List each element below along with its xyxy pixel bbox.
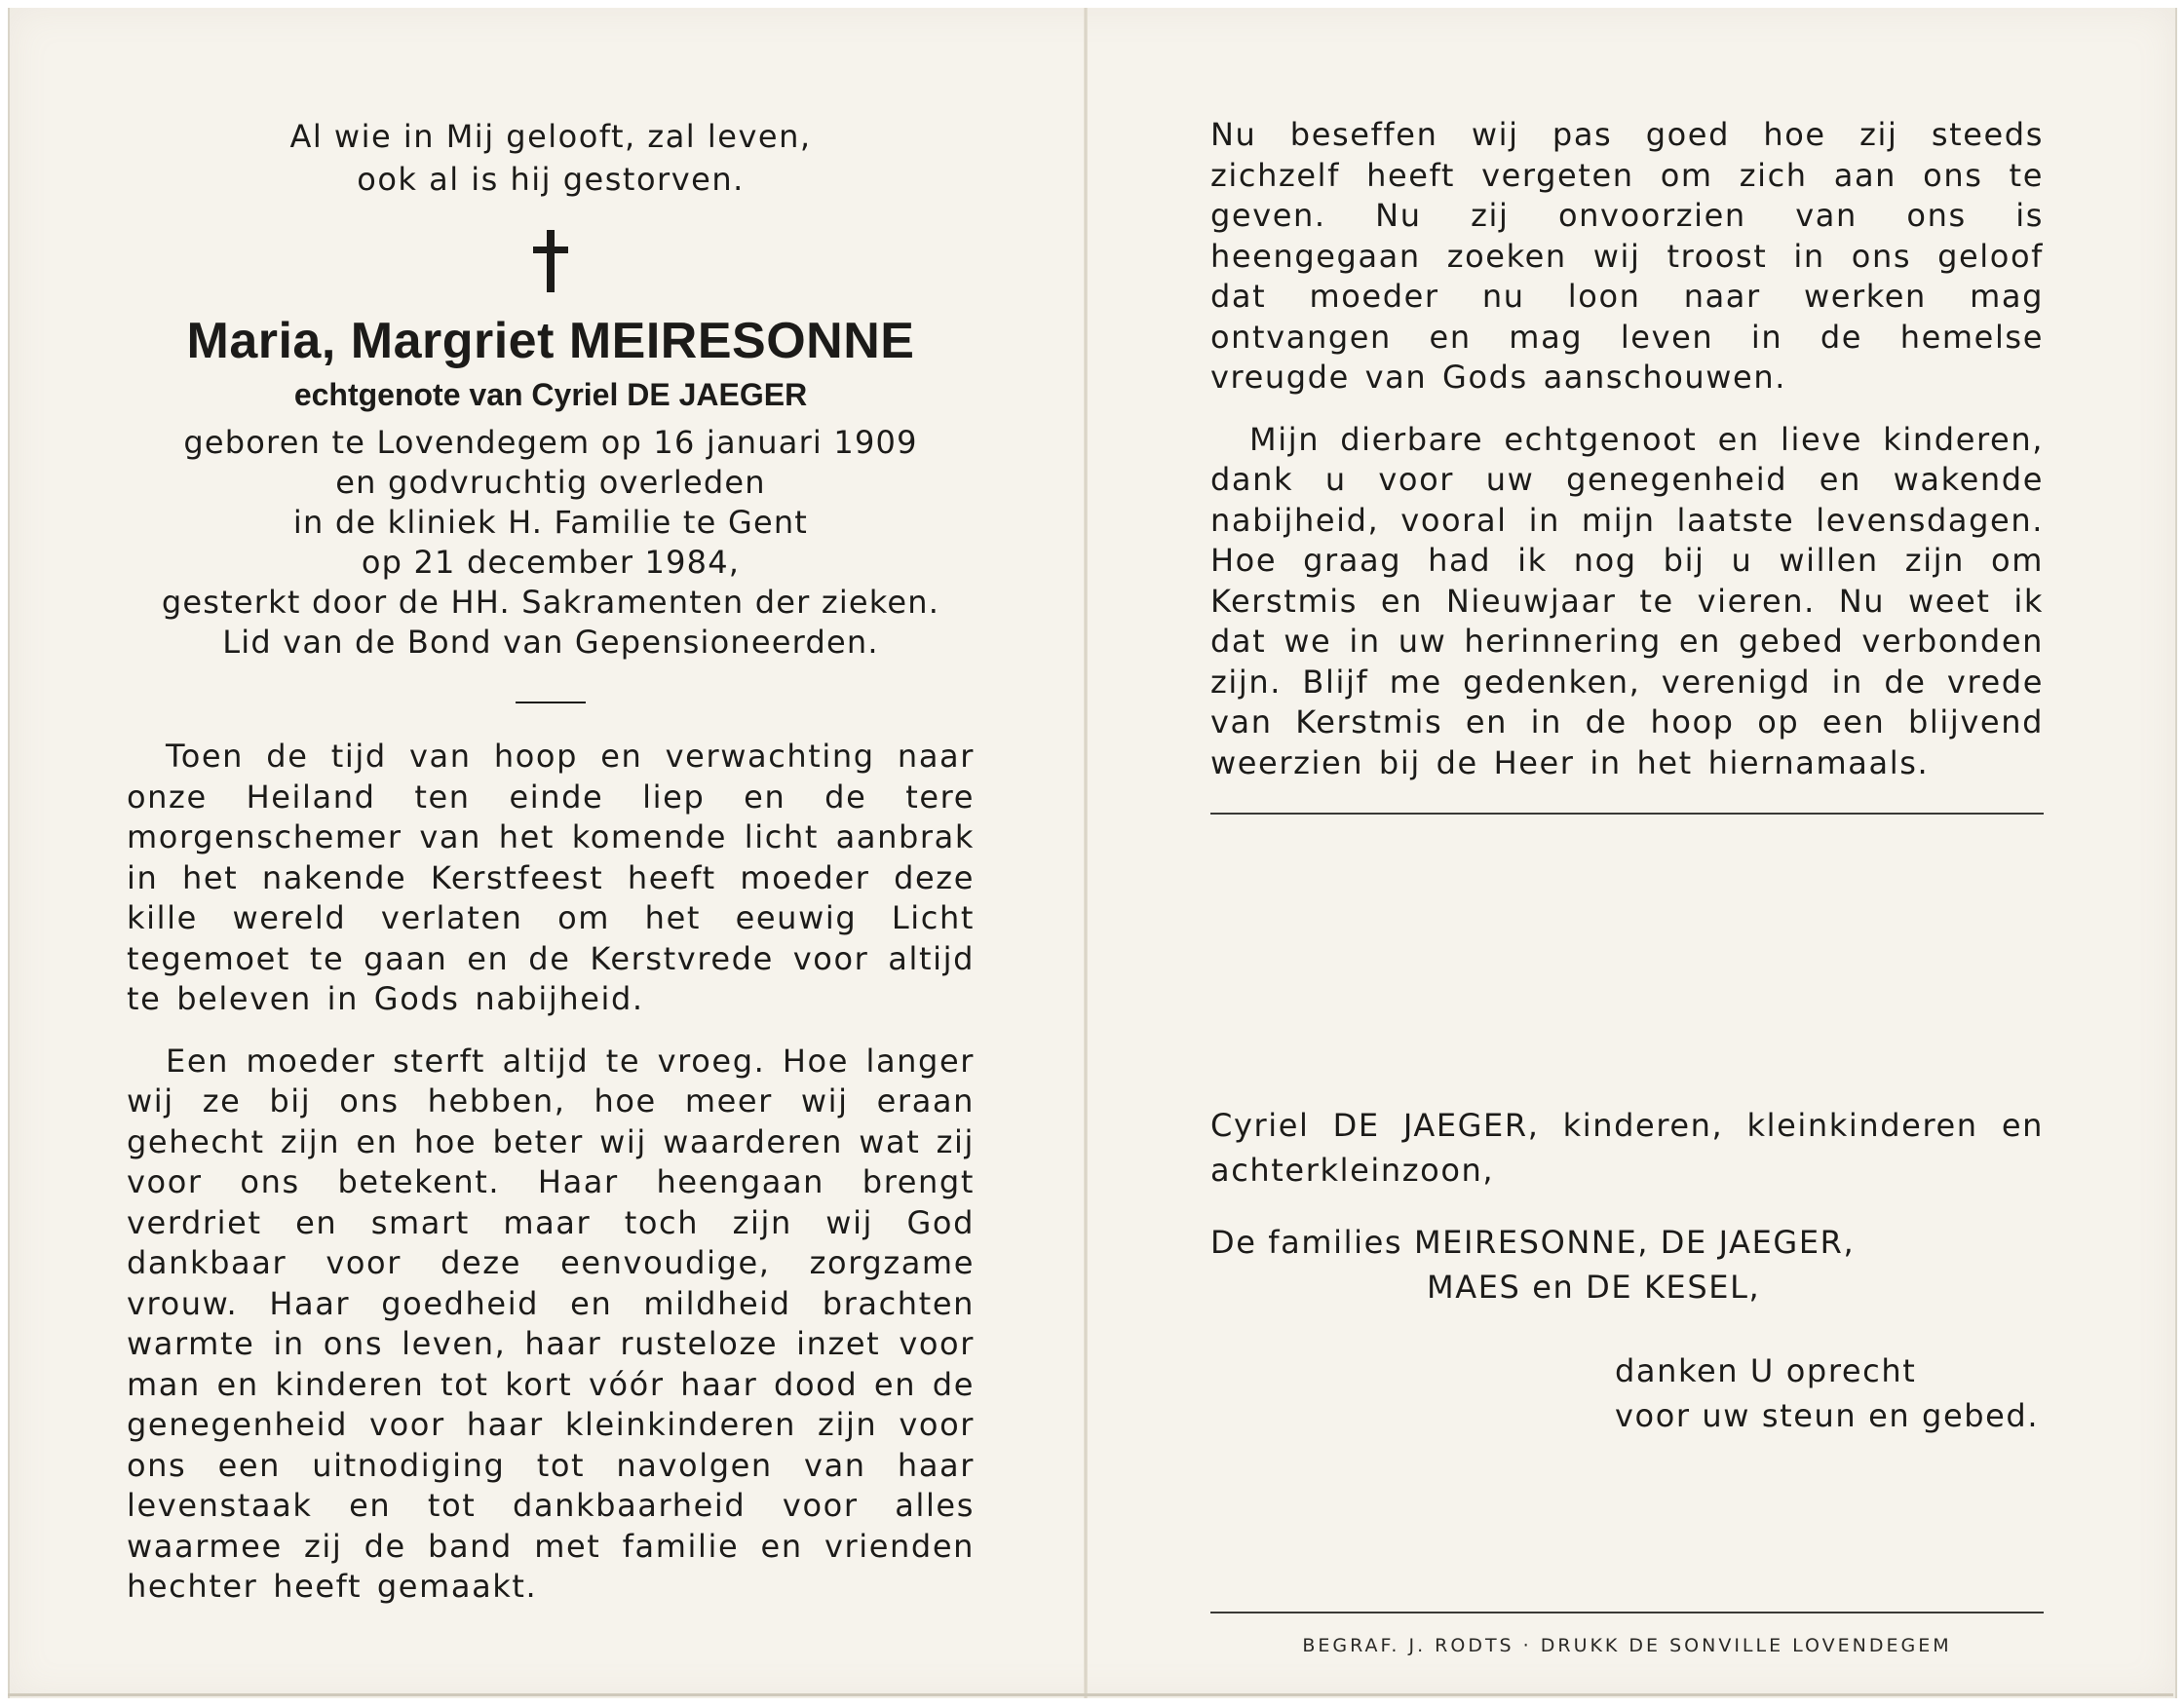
printer-credit: BEGRAF. J. RODTS · DRUKK DE SONVILLE LOVENDEGEM bbox=[1302, 1635, 1952, 1656]
bio-line: gesterkt door de HH. Sakramenten der zieken. bbox=[161, 584, 940, 621]
memorial-paragraph-1: Toen de tijd van hoop en verwachting naar onze Heiland ten einde liep en de tere morgenschemer van het komende licht aanbrak in het nakende Kerstfeest heeft moeder deze kille wereld verlaten om het eeuwig Licht tegemoet te gaan en de Kerstvrede voor altijd te beleven in Gods nabijheid. bbox=[127, 738, 975, 1017]
divider-line-bottom bbox=[1210, 1612, 2044, 1613]
memorial-paragraph-3: Nu beseffen wij pas goed hoe zij steeds zichzelf heeft vergeten om zich aan ons te geven. Nu zij onvoorzien van ons is heengegaan zoeken wij troost in ons geloof dat moeder nu loon naar werken mag ontvangen en mag leven in de hemelse vreugde van Gods aanschouwen. bbox=[1210, 116, 2044, 396]
family-line-1: Cyriel DE JAEGER, kinderen, kleinkinderen en achterkleinzoon, bbox=[1210, 1107, 2044, 1189]
bio-line: in de kliniek H. Familie te Gent bbox=[292, 504, 809, 541]
thanks-line-2: voor uw steun en gebed. bbox=[1615, 1397, 2040, 1434]
memorial-paragraph-4: Mijn dierbare echtgenoot en lieve kinderen, dank u voor uw genegenheid en wakende nabijheid, vooral in mijn laatste levensdagen. Hoe graag had ik nog bij u willen zijn om Kerstmis en Nieuwjaar te vieren. Nu weet ik dat we in uw herinnering en gebed verbonden zijn. Blijf me gedenken, verenigd in de vrede van Kerstmis en in de hoop op een blijvend weerzien bij de Heer in het hiernamaals. bbox=[1210, 420, 2044, 781]
card-fold bbox=[1084, 8, 1088, 1698]
thanks-line-1: danken U oprecht bbox=[1615, 1352, 1917, 1389]
family-line-3: MAES en DE KESEL, bbox=[1427, 1269, 1761, 1306]
cross-icon bbox=[531, 230, 570, 292]
memorial-paragraph-2: Een moeder sterft altijd te vroeg. Hoe langer wij ze bij ons hebben, hoe meer wij eraan gehecht zijn en hoe beter wij waarderen wat zij voor ons betekent. Haar heengaan brengt verdriet en smart maar toch zijn wij God dankbaar voor deze eenvoudige, zorgzame vrouw. Haar goedheid en mildheid brachten warmte in ons leven, haar rusteloze inzet voor man en kinderen tot kort vóór haar dood en de genegenheid voor haar kleinkinderen zijn voor ons een uitnodiging tot navolgen van haar levenstaak en tot dankbaarheid voor alles waarmee zij de band met familie en vrienden hechter heeft gemaakt. bbox=[127, 1042, 975, 1605]
bio-line: Lid van de Bond van Gepensioneerden. bbox=[222, 624, 879, 661]
family-line-2: De families MEIRESONNE, DE JAEGER, bbox=[1210, 1224, 1856, 1261]
bible-quote-line-2: ook al is hij gestorven. bbox=[357, 161, 745, 198]
spouse-line: echtgenote van Cyriel DE JAEGER bbox=[293, 377, 808, 412]
right-panel bbox=[1210, 115, 2044, 1656]
bio-line: en godvruchtig overleden bbox=[335, 464, 766, 501]
bible-quote-line-1: Al wie in Mij gelooft, zal leven, bbox=[289, 118, 812, 155]
bio-line: geboren te Lovendegem op 16 januari 1909 bbox=[183, 424, 918, 461]
bio-line: op 21 december 1984, bbox=[361, 544, 741, 581]
card-bottom-edge bbox=[8, 1693, 2173, 1696]
section-divider bbox=[516, 702, 586, 703]
biography bbox=[127, 423, 975, 663]
left-panel bbox=[127, 115, 975, 1629]
deceased-name: Maria, Margriet MEIRESONNE bbox=[186, 313, 915, 369]
